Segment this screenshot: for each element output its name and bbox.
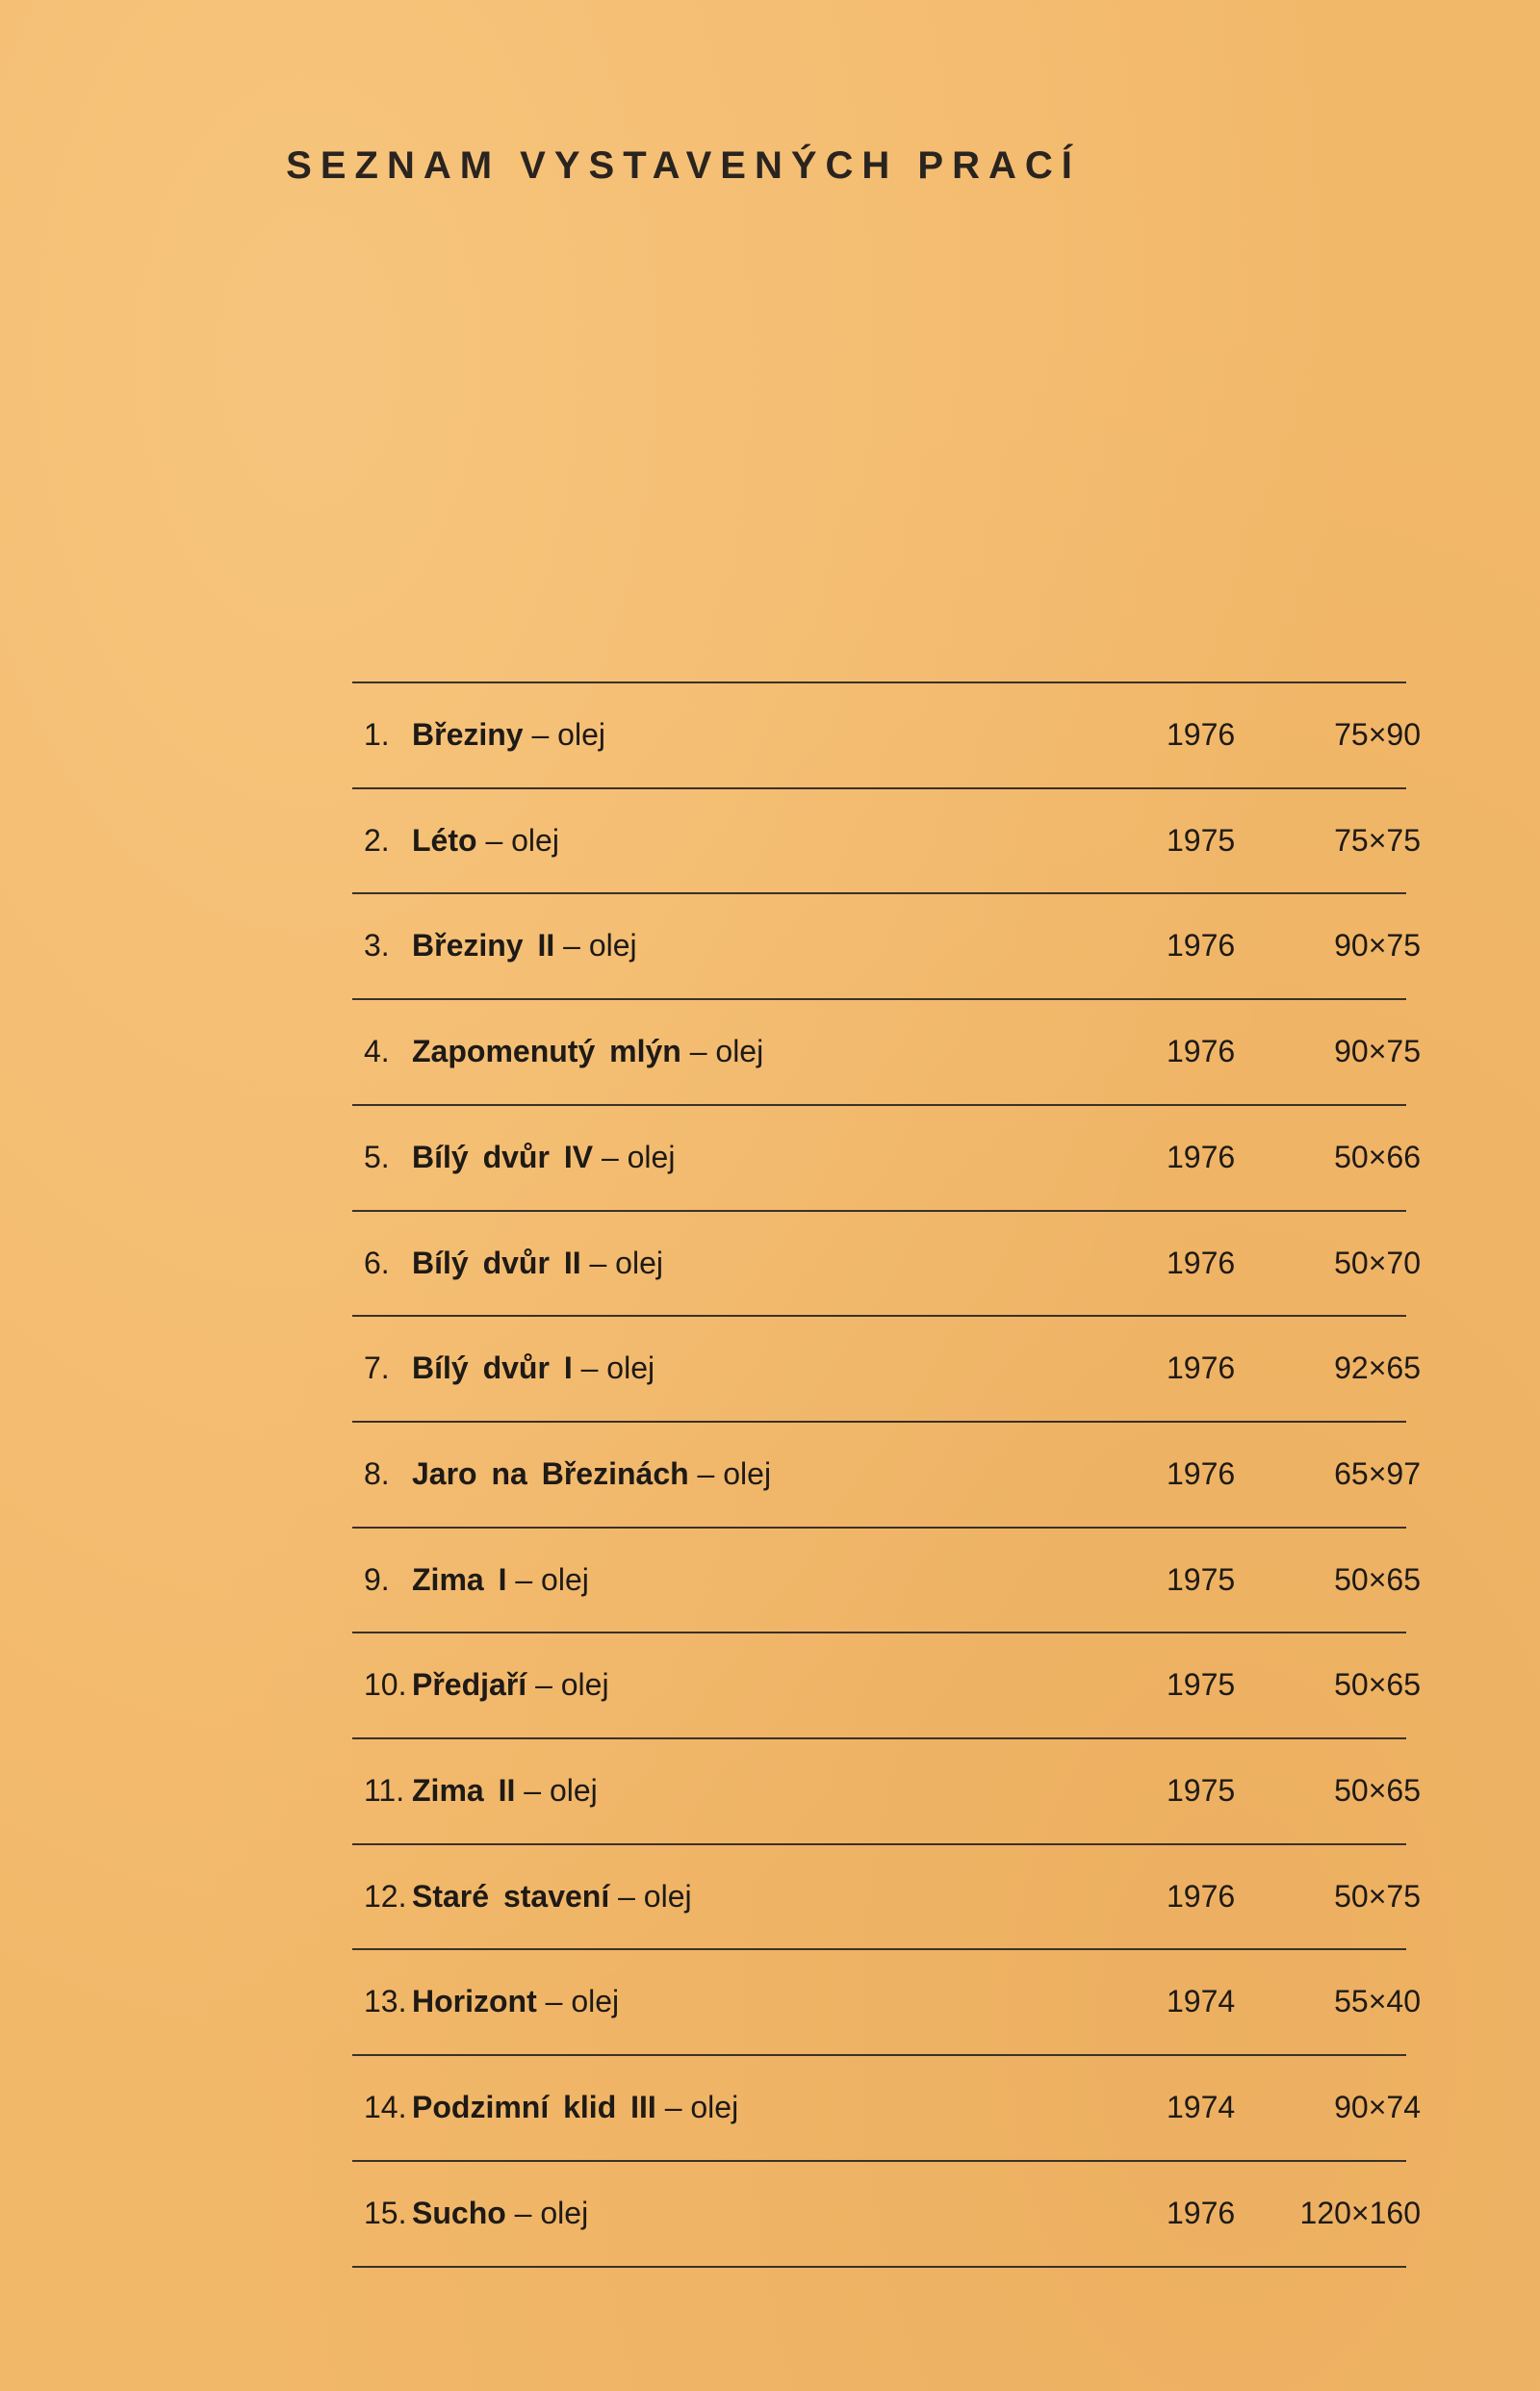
work-label — [412, 1022, 763, 1080]
work-dimensions: 65×97 — [1334, 1456, 1421, 1491]
work-label — [412, 1761, 598, 1819]
work-number: 9. — [364, 1562, 390, 1597]
work-year: 1976 — [1167, 1456, 1236, 1491]
work-dimensions: 90×75 — [1334, 1034, 1421, 1068]
row-divider — [352, 2160, 1406, 2162]
work-title: Léto — [412, 823, 477, 858]
work-row — [352, 706, 1421, 763]
row-divider — [352, 787, 1406, 789]
work-dimensions: 50×75 — [1334, 1879, 1421, 1914]
work-medium: – olej — [531, 717, 605, 752]
work-title: Zapomenutý mlýn — [412, 1034, 681, 1068]
work-label — [412, 1128, 675, 1186]
work-number: 3. — [364, 928, 390, 963]
row-divider — [352, 1421, 1406, 1423]
work-row — [352, 1022, 1421, 1080]
work-year: 1975 — [1167, 823, 1236, 858]
work-row — [352, 1867, 1421, 1925]
work-year: 1974 — [1167, 1984, 1236, 2018]
work-title: Podzimní klid III — [412, 2090, 656, 2124]
work-number: 5. — [364, 1140, 390, 1174]
work-title: Bílý dvůr II — [412, 1246, 581, 1280]
row-divider — [352, 1315, 1406, 1317]
work-medium: – olej — [515, 1562, 589, 1597]
work-number: 12. — [364, 1879, 407, 1914]
work-title: Horizont — [412, 1984, 537, 2018]
work-title: Bílý dvůr IV — [412, 1140, 594, 1174]
work-medium: – olej — [618, 1879, 692, 1914]
work-label — [412, 1656, 609, 1713]
work-year: 1975 — [1167, 1667, 1236, 1702]
work-medium: – olej — [601, 1140, 676, 1174]
work-row — [352, 2078, 1421, 2136]
row-divider — [352, 2266, 1406, 2268]
work-medium: – olej — [545, 1984, 620, 2018]
work-label — [412, 2078, 738, 2136]
work-row — [352, 916, 1421, 974]
work-medium: – olej — [697, 1456, 772, 1491]
work-year: 1975 — [1167, 1562, 1236, 1597]
work-number: 10. — [364, 1667, 407, 1702]
work-label — [412, 916, 637, 974]
row-divider — [352, 892, 1406, 894]
work-row — [352, 811, 1421, 869]
page-title: SEZNAM VYSTAVENÝCH PRACÍ — [286, 144, 1081, 187]
work-dimensions: 50×65 — [1334, 1562, 1421, 1597]
work-medium: – olej — [563, 928, 637, 963]
work-medium: – olej — [535, 1667, 609, 1702]
work-title: Bílý dvůr I — [412, 1350, 573, 1385]
work-title: Sucho — [412, 2196, 506, 2230]
work-dimensions: 90×74 — [1334, 2090, 1421, 2124]
work-number: 7. — [364, 1350, 390, 1385]
work-dimensions: 50×70 — [1334, 1246, 1421, 1280]
work-title: Zima II — [412, 1773, 516, 1808]
work-medium: – olej — [485, 823, 559, 858]
work-number: 15. — [364, 2196, 407, 2230]
work-row — [352, 1234, 1421, 1292]
work-row — [352, 1445, 1421, 1503]
work-row — [352, 1761, 1421, 1819]
row-divider — [352, 1843, 1406, 1845]
work-title: Předjaří — [412, 1667, 527, 1702]
work-number: 1. — [364, 717, 390, 752]
work-year: 1976 — [1167, 1879, 1236, 1914]
work-medium: – olej — [689, 1034, 764, 1068]
work-year: 1975 — [1167, 1773, 1236, 1808]
row-divider — [352, 1737, 1406, 1739]
row-divider — [352, 1527, 1406, 1529]
work-year: 1976 — [1167, 717, 1236, 752]
work-label — [412, 1339, 654, 1397]
work-dimensions: 50×65 — [1334, 1773, 1421, 1808]
work-title: Březiny II — [412, 928, 555, 963]
work-dimensions: 90×75 — [1334, 928, 1421, 963]
row-divider — [352, 2054, 1406, 2056]
work-number: 8. — [364, 1456, 390, 1491]
work-medium: – olej — [580, 1350, 655, 1385]
work-label — [412, 1551, 589, 1608]
row-divider — [352, 1632, 1406, 1633]
work-title: Zima I — [412, 1562, 507, 1597]
row-divider — [352, 998, 1406, 1000]
work-year: 1976 — [1167, 1350, 1236, 1385]
work-row — [352, 1551, 1421, 1608]
work-dimensions: 75×90 — [1334, 717, 1421, 752]
row-divider — [352, 1210, 1406, 1212]
work-medium: – olej — [664, 2090, 739, 2124]
work-label — [412, 706, 605, 763]
row-divider — [352, 1948, 1406, 1950]
work-row — [352, 1972, 1421, 2030]
work-label — [412, 1234, 663, 1292]
work-title: Staré stavení — [412, 1879, 610, 1914]
work-year: 1976 — [1167, 1034, 1236, 1068]
work-number: 14. — [364, 2090, 407, 2124]
work-medium: – olej — [524, 1773, 598, 1808]
row-divider — [352, 1104, 1406, 1106]
work-year: 1974 — [1167, 2090, 1236, 2124]
work-title: Březiny — [412, 717, 524, 752]
work-label — [412, 2184, 588, 2242]
work-dimensions: 50×66 — [1334, 1140, 1421, 1174]
work-row — [352, 2184, 1421, 2242]
row-divider — [352, 681, 1406, 683]
work-dimensions: 50×65 — [1334, 1667, 1421, 1702]
work-row — [352, 1128, 1421, 1186]
work-label — [412, 1867, 692, 1925]
work-dimensions: 92×65 — [1334, 1350, 1421, 1385]
work-row — [352, 1339, 1421, 1397]
work-number: 13. — [364, 1984, 407, 2018]
work-dimensions: 75×75 — [1334, 823, 1421, 858]
work-label — [412, 1445, 771, 1503]
work-year: 1976 — [1167, 928, 1236, 963]
work-year: 1976 — [1167, 2196, 1236, 2230]
work-dimensions: 55×40 — [1334, 1984, 1421, 2018]
work-dimensions: 120×160 — [1299, 2196, 1421, 2230]
work-number: 6. — [364, 1246, 390, 1280]
work-number: 4. — [364, 1034, 390, 1068]
work-label — [412, 811, 559, 869]
work-year: 1976 — [1167, 1140, 1236, 1174]
work-title: Jaro na Březinách — [412, 1456, 689, 1491]
work-medium: – olej — [589, 1246, 663, 1280]
work-number: 2. — [364, 823, 390, 858]
work-medium: – olej — [514, 2196, 589, 2230]
work-row — [352, 1656, 1421, 1713]
work-label — [412, 1972, 619, 2030]
work-number: 11. — [364, 1773, 405, 1808]
work-year: 1976 — [1167, 1246, 1236, 1280]
